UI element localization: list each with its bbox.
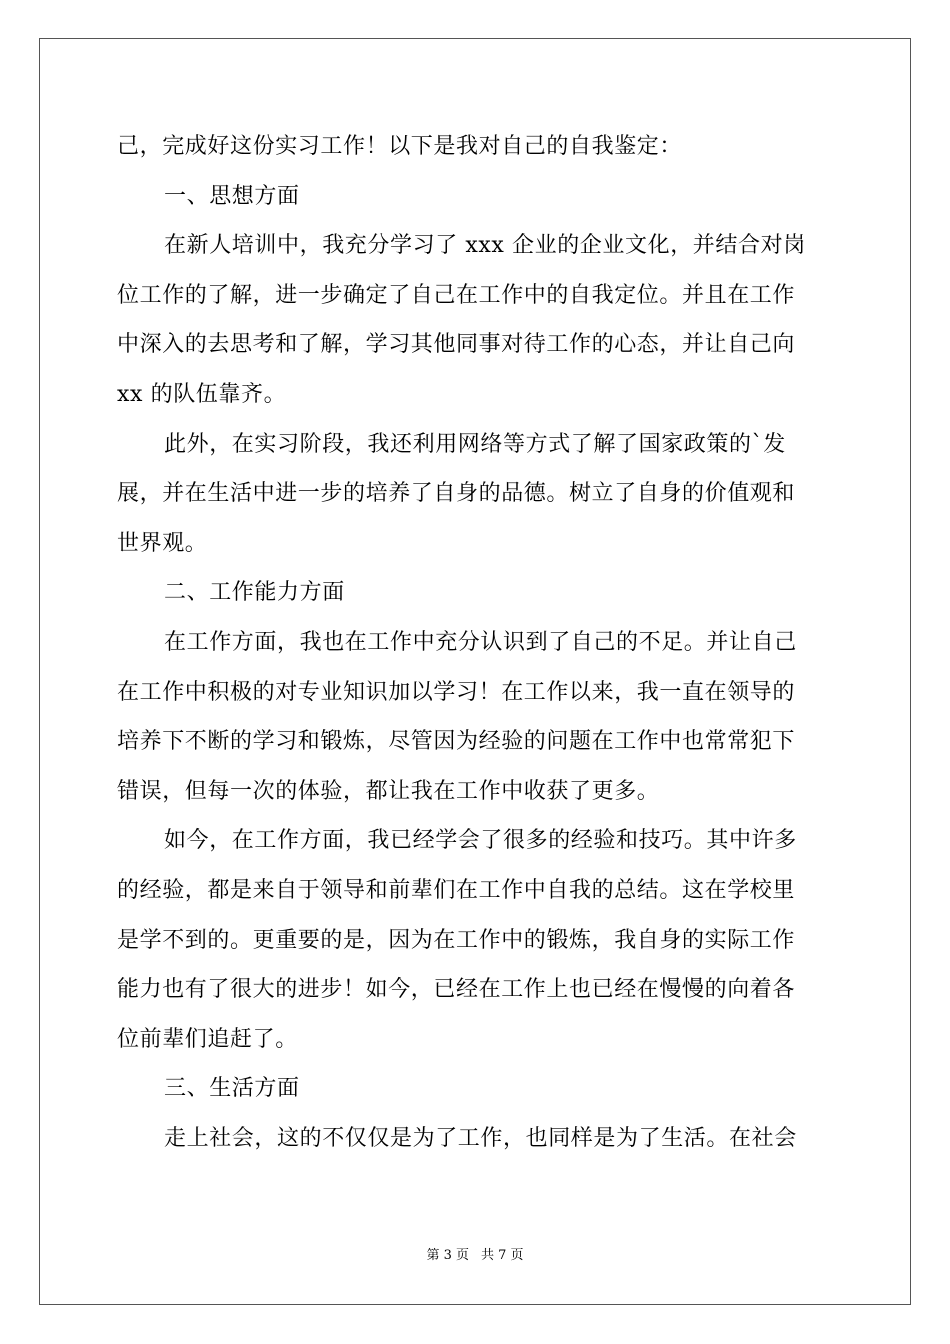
paragraph-line: 是学不到的。更重要的是，因为在工作中的锻炼，我自身的实际工作 — [117, 927, 796, 953]
document-body — [117, 122, 837, 1163]
paragraph-line: 如今，在工作方面，我已经学会了很多的经验和技巧。其中许多 — [164, 828, 797, 854]
paragraph-line: 在工作中积极的对专业知识加以学习！在工作以来，我一直在领导的 — [117, 679, 796, 705]
paragraph-line: 展，并在生活中进一步的培养了自身的品德。树立了自身的价值观和 — [117, 481, 796, 507]
section-heading: 一、思想方面 — [164, 183, 300, 209]
paragraph-line: 的经验，都是来自于领导和前辈们在工作中自我的总结。这在学校里 — [117, 877, 796, 903]
section-heading: 三、生活方面 — [164, 1076, 300, 1102]
paragraph-line: 此外，在实习阶段，我还利用网络等方式了解了国家政策的`发 — [164, 431, 786, 457]
paragraph-line: 在工作方面，我也在工作中充分认识到了自己的不足。并让自己 — [164, 629, 797, 655]
paragraph-line: 走上社会，这的不仅仅是为了工作，也同样是为了生活。在社会 — [164, 1125, 797, 1151]
page-footer — [0, 1248, 950, 1264]
paragraph-line: 在新人培训中，我充分学习了 xxx 企业的企业文化，并结合对岗 — [164, 233, 806, 259]
paragraph-line: 中深入的去思考和了解，学习其他同事对待工作的心态，并让自己向 — [117, 332, 796, 358]
paragraph-line: xx 的队伍靠齐。 — [117, 381, 287, 407]
paragraph-line: 位前辈们追赶了。 — [117, 1026, 298, 1052]
page-number-current: 第 3 页 — [426, 1248, 469, 1263]
paragraph-line: 错误，但每一次的体验，都让我在工作中收获了更多。 — [117, 778, 660, 804]
paragraph-line: 位工作的了解，进一步确定了自己在工作中的自我定位。并且在工作 — [117, 282, 796, 308]
paragraph-line: 己，完成好这份实习工作！以下是我对自己的自我鉴定： — [117, 134, 683, 159]
paragraph-line: 能力也有了很大的进步！如今，已经在工作上也已经在慢慢的向着各 — [117, 977, 796, 1003]
paragraph-line: 培养下不断的学习和锻炼，尽管因为经验的问题在工作中也常常犯下 — [117, 729, 796, 755]
page-number-total: 共 7 页 — [481, 1248, 524, 1263]
paragraph-line: 世界观。 — [117, 530, 208, 556]
section-heading: 二、工作能力方面 — [164, 580, 345, 606]
